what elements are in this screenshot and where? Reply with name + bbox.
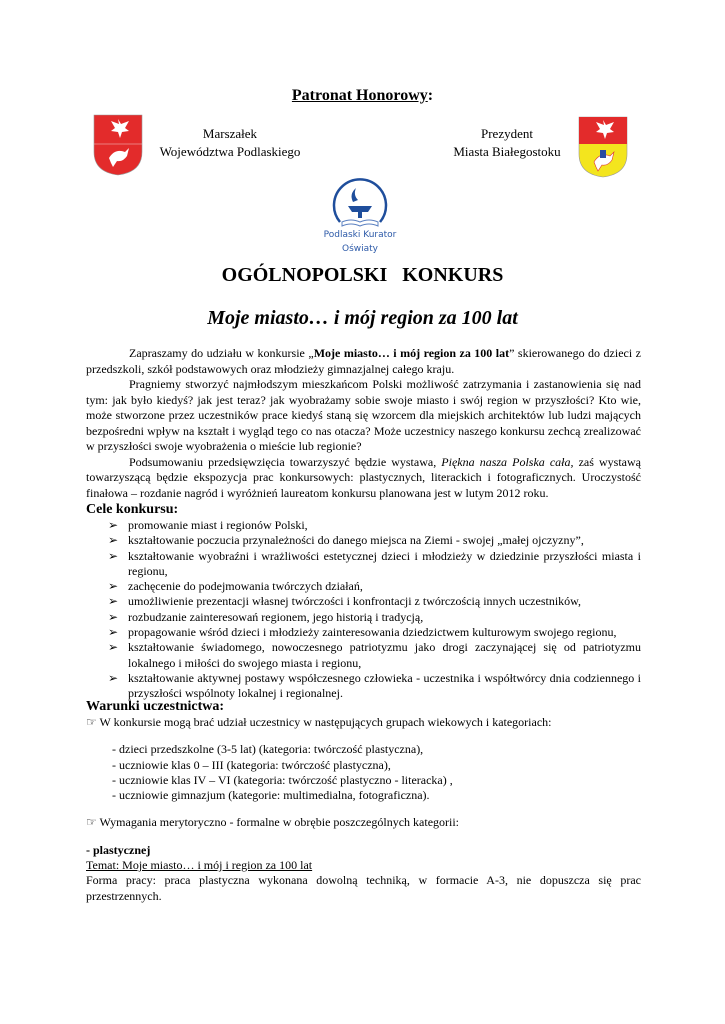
arrow-bullet-icon: ➢ <box>108 609 119 624</box>
intro-text <box>86 346 641 501</box>
temat-line: Temat: Moje miasto… i mój i region za 100 lat <box>86 858 313 873</box>
warunki-section <box>86 698 641 904</box>
contest-subtitle: Moje miasto… i mój region za 100 lat <box>207 307 518 329</box>
wymagania-line: ☞ Wymagania merytoryczno - formalne w obrębie poszczególnych kategorii: <box>86 815 460 830</box>
arrow-bullet-icon: ➢ <box>108 579 119 594</box>
cele-heading: Cele konkursu: <box>86 502 179 517</box>
cele-list <box>86 518 641 702</box>
cele-item: ➢ kształtowanie świadomego, nowoczesnego patriotyzmu jako drogi zaczynającej się od patriotyzmu lokalnego i miłości do swojego miasta i regionu, <box>108 640 641 670</box>
age-group: - uczniowie gimnazjum (kategorie: multimedialna, fotograficzna). <box>112 788 430 803</box>
main-title: OGÓLNOPOLSKI KONKURS <box>221 264 504 286</box>
age-group: - dzieci przedszkolne (3-5 lat) (kategoria: twórczość plastyczna), <box>112 742 424 757</box>
age-group: - uczniowie klas 0 – III (kategoria: twórczość plastyczna), <box>112 757 391 772</box>
age-group: - uczniowie klas IV – VI (kategoria: twórczość plastyczno - literacka) , <box>112 772 453 787</box>
arrow-bullet-icon: ➢ <box>108 670 119 685</box>
arrow-bullet-icon: ➢ <box>108 533 119 548</box>
podlaskie-coat-of-arms-icon <box>93 114 143 176</box>
kurator-logo-icon <box>320 172 400 234</box>
warunki-heading: Warunki uczestnictwa: <box>86 699 225 714</box>
arrow-bullet-icon: ➢ <box>108 594 119 609</box>
arrow-bullet-icon: ➢ <box>108 625 119 640</box>
right-patron: Prezydent Miasta Białegostoku <box>453 126 561 159</box>
intro-paragraph-2: Pragniemy stworzyć najmłodszym mieszkańcom Polski możliwość zatrzymania i zastanowienia się nad tym: jak było kiedyś? jak jest teraz? jak wyobrażamy sobie swoje miasto i swój region w przyszłości? Kto wie, może stworzone przez uczestników prace kiedyś staną się wzorcem dla miejskich architektów lub ludzi mających bezpośredni wpływ na kształt i wygląd tego co nas otacza? Może uczestnicy naszego konkursu zechcą zrealizować w przyszłości swoje wyobrażenia o mieście lub regionie? <box>86 377 641 453</box>
pointing-hand-icon: ☞ <box>86 815 97 830</box>
category-heading: - plastycznej <box>86 842 151 857</box>
kurator-logo-text: Podlaski Kurator Oświaty <box>323 230 397 254</box>
cele-item: ➢ propagowanie wśród dzieci i młodzieży zainteresowania dziedzictwem kulturowym swojego regionu, <box>108 625 617 640</box>
patronat-heading: Patronat Honorowy: <box>291 87 434 104</box>
cele-item: ➢ kształtowanie aktywnej postawy współczesnego człowieka - uczestnika i współtwórcy dnia codziennego i przyszłości wspólnoty lokalnej i regionalnej. <box>108 670 641 701</box>
cele-item: ➢ kształtowanie poczucia przynależności do danego miejsca na Ziemi - swojej „małej ojczyzny”, <box>108 533 584 548</box>
left-patron: Marszałek Województwa Podlaskiego <box>159 126 301 159</box>
arrow-bullet-icon: ➢ <box>108 640 119 655</box>
cele-item: ➢ umożliwienie prezentacji własnej twórczości i konfrontacji z twórczością innych uczestników, <box>108 594 582 609</box>
cele-section <box>86 501 641 702</box>
forma-pracy: Forma pracy: praca plastyczna wykonana dowolną techniką, w formacie A-3, nie dopuszcza się prac przestrzennych. <box>86 873 641 903</box>
warunki-intro: ☞ W konkursie mogą brać udział uczestnicy w następujących grupach wiekowych i kategoriach: <box>86 715 552 729</box>
cele-item: ➢ promowanie miast i regionów Polski, <box>108 518 308 532</box>
intro-paragraph-3: Podsumowaniu przedsięwzięcia towarzyszyć będzie wystawa, Piękna nasza Polska cała, zaś wystawą towarzyszącą będzie ekspozycja prac konkursowych: plastycznych, literackich i fotograficznych. Uroczystość finałowa – rozdanie nagród i wyróżnień laureatom konkursu planowana jest w lutym 2012 roku. <box>86 454 641 500</box>
cele-item: ➢ kształtowanie wyobraźni i wrażliwości estetycznej dzieci i młodzieży w dziedzinie przyszłości miasta i regionu, <box>108 548 641 578</box>
intro-paragraph-1: Zapraszamy do udziału w konkursie „Moje miasto… i mój region za 100 lat” skierowanego do dzieci z przedszkoli, szkół podstawowych oraz młodzieży gimnazjalnej całego kraju. <box>86 346 641 376</box>
bialystok-coat-of-arms-icon <box>578 116 628 178</box>
cele-item: ➢ rozbudzanie zainteresowań regionem, jego historią i tradycją, <box>108 609 424 624</box>
pointing-hand-icon: ☞ <box>86 715 97 729</box>
cele-item: ➢ zachęcenie do podejmowania twórczych działań, <box>108 579 363 594</box>
arrow-bullet-icon: ➢ <box>108 518 119 532</box>
arrow-bullet-icon: ➢ <box>108 548 119 563</box>
